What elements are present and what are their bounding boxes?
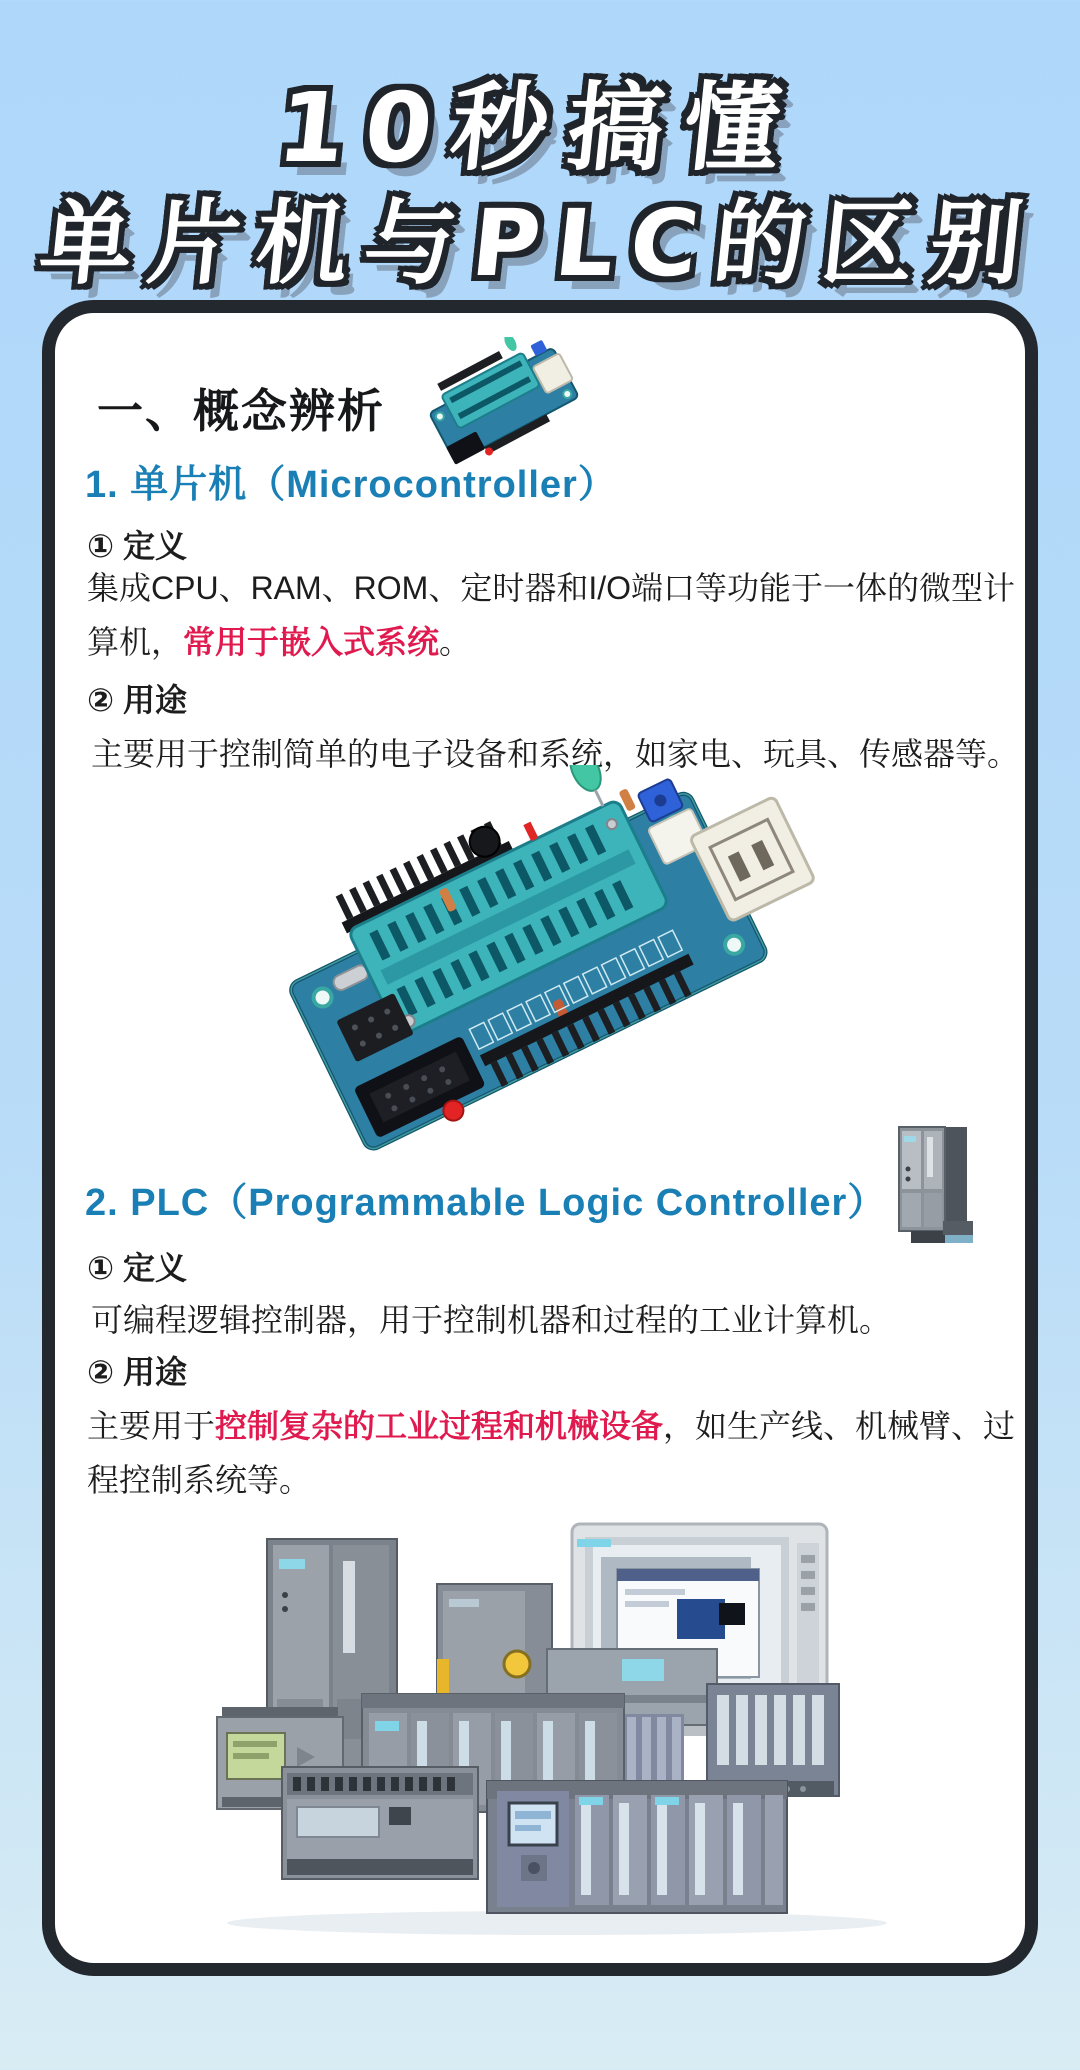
plc-usage-suffix: ，如生产线、机械臂、过程控制系统等。 [87,1408,1016,1498]
mcu-development-board-photo [235,765,815,1165]
plc-definition-text: 可编程逻辑控制器，用于控制机器和过程的工业计算机。 [91,1302,892,1338]
title-line-1: 10秒搞懂 [272,72,806,184]
plc-definition-label: ① 定义 [87,1250,187,1286]
mcu-definition-text [87,561,1017,669]
plc-usage-label: ② 用途 [87,1354,187,1390]
plc-heading: 2. PLC（Programmable Logic Controller） [85,1182,887,1224]
mcu-definition-prefix: 集成CPU、RAM、ROM、定时器和I/O端口等功能于一体的微型计算机， [87,570,1016,660]
plc-usage-highlight: 控制复杂的工业过程和机械设备 [215,1408,664,1444]
title-line-2: 单片机与PLC的区别 [34,190,1044,297]
plc-equipment-group-photo [117,1499,997,1939]
plc-usage-text [87,1399,1017,1507]
plc-usage-prefix: 主要用于 [87,1408,216,1444]
mcu-usage-label: ② 用途 [87,682,187,718]
mcu-definition-highlight: 常用于嵌入式系统 [183,624,440,660]
plc-module-thumbnail-photo [883,1117,987,1249]
mcu-usage-text: 主要用于控制简单的电子设备和系统，如家电、玩具、传感器等。 [91,736,1020,772]
mcu-board-thumbnail-photo [407,337,592,467]
mcu-definition-suffix: 。 [439,624,472,660]
mcu-heading: 1. 单片机（Microcontroller） [85,464,617,506]
content-card [42,300,1038,1976]
mcu-definition-label: ① 定义 [87,528,187,564]
section-header: 一、概念辨析 [97,385,385,437]
